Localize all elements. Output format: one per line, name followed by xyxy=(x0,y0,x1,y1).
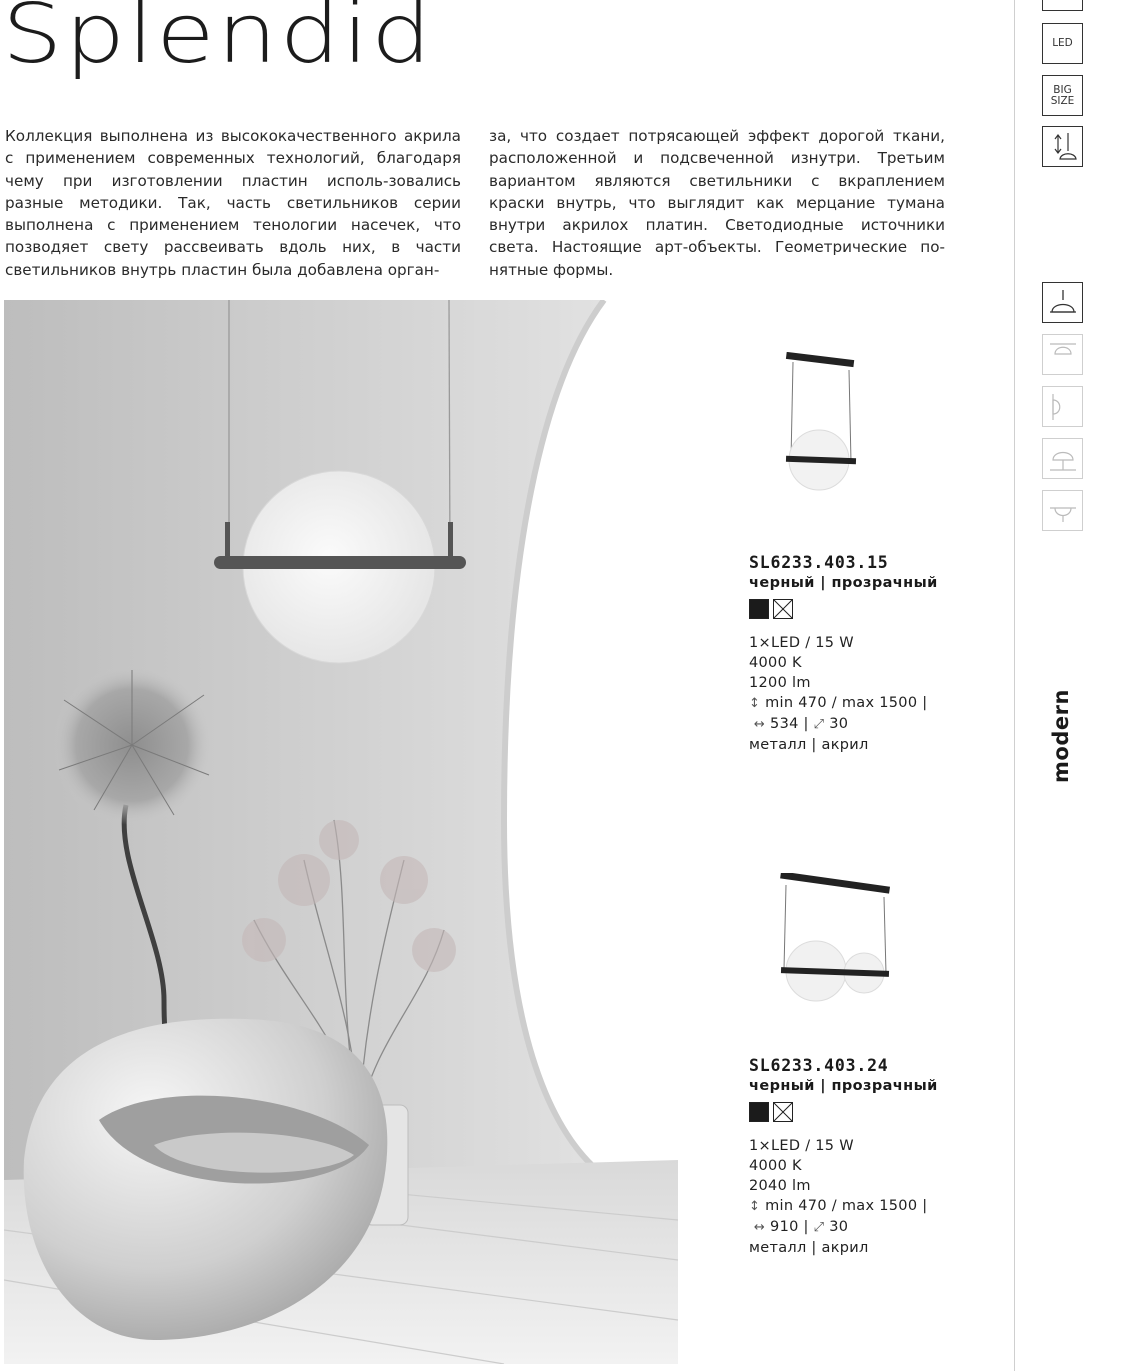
transparent-swatch xyxy=(773,599,793,619)
spec-diameter-value: 30 xyxy=(829,1219,849,1235)
spec-width-diameter xyxy=(749,1217,989,1238)
product-sku: SL6233.403.24 xyxy=(749,1056,889,1075)
table-lamp-icon xyxy=(1042,490,1083,531)
spec-power: 1×LED / 15 W xyxy=(749,635,854,651)
width-icon: ↔ xyxy=(753,1220,766,1235)
feature-badge-cropped xyxy=(1042,0,1083,11)
spec-width-diameter xyxy=(749,714,989,735)
color-swatches xyxy=(749,599,989,620)
product-card-1 xyxy=(749,552,989,755)
spec-separator: | xyxy=(803,716,809,732)
collection-title: Splendid xyxy=(2,0,434,82)
spec-width-value: 534 xyxy=(770,716,799,732)
height-icon: ↕ xyxy=(749,1199,761,1214)
spec-lumens: 2040 lm xyxy=(749,1178,811,1194)
spec-height-value: min 470 / max 1500 | xyxy=(765,1198,928,1214)
spec-materials: металл | акрил xyxy=(749,737,869,753)
spec-height xyxy=(749,1196,989,1217)
height-icon: ↕ xyxy=(749,696,761,711)
spec-materials: металл | акрил xyxy=(749,1240,869,1256)
spec-height xyxy=(749,693,989,714)
spec-diameter-value: 30 xyxy=(829,716,849,732)
spec-height-value: min 470 / max 1500 | xyxy=(765,695,928,711)
style-category-label: modern xyxy=(1049,689,1073,783)
spec-separator: | xyxy=(803,1219,809,1235)
floor-lamp-icon xyxy=(1042,438,1083,479)
color-swatches xyxy=(749,1102,989,1123)
width-icon: ↔ xyxy=(753,717,766,732)
product-sku: SL6233.403.15 xyxy=(749,553,889,572)
product-specs xyxy=(749,633,989,755)
led-badge-label: LED xyxy=(1052,37,1073,49)
spec-temperature: 4000 K xyxy=(749,655,802,671)
big-size-label-2: SIZE xyxy=(1050,94,1075,107)
spec-temperature: 4000 K xyxy=(749,1158,802,1174)
black-swatch xyxy=(749,599,769,619)
product-colors: черный | прозрачный xyxy=(749,1078,938,1094)
product-card-2 xyxy=(749,1055,989,1258)
adjustable-height-icon xyxy=(1042,126,1083,167)
diameter-icon: ⤢ xyxy=(813,717,825,732)
intro-text-column-1: Коллекция выполнена из высококачественного акрила с применением современных технологий, благодаря чему при изготовлении пластин исполь-зовались разные методики. Так, часть светильников серии выполнена с применением тенологии насечек, что позводяет свету рассвеивать вдоль них, в части светильников внутрь пластин была добавлена орган- xyxy=(5,127,461,279)
product-image-sl6233-403-24 xyxy=(778,873,894,1017)
product-image-sl6233-403-15 xyxy=(783,352,859,498)
product-specs xyxy=(749,1136,989,1258)
rail-divider xyxy=(1014,0,1015,1371)
intro-text-column-2: за, что создает потрясающей эффект дорогой ткани, расположенной и подсвеченной изнутри. Третьим вариантом являются светильники с вкраплением краски внутрь, что выглядит как мерцание тумана внутри акрилох платин. Светодиодные источники света. Настоящие арт-объекты. Геометрические по-нятные формы. xyxy=(489,127,945,279)
spec-lumens: 1200 lm xyxy=(749,675,811,691)
wall-icon xyxy=(1042,386,1083,427)
pendant-icon xyxy=(1042,282,1083,323)
product-colors: черный | прозрачный xyxy=(749,575,938,591)
ceiling-icon xyxy=(1042,334,1083,375)
led-badge xyxy=(1042,23,1083,64)
big-size-badge xyxy=(1042,75,1083,116)
black-swatch xyxy=(749,1102,769,1122)
diameter-icon: ⤢ xyxy=(813,1220,825,1235)
hero-interior-photo xyxy=(4,300,678,1364)
spec-power: 1×LED / 15 W xyxy=(749,1138,854,1154)
spec-width-value: 910 xyxy=(770,1219,799,1235)
big-size-label-1: BIG xyxy=(1053,83,1072,96)
transparent-swatch xyxy=(773,1102,793,1122)
